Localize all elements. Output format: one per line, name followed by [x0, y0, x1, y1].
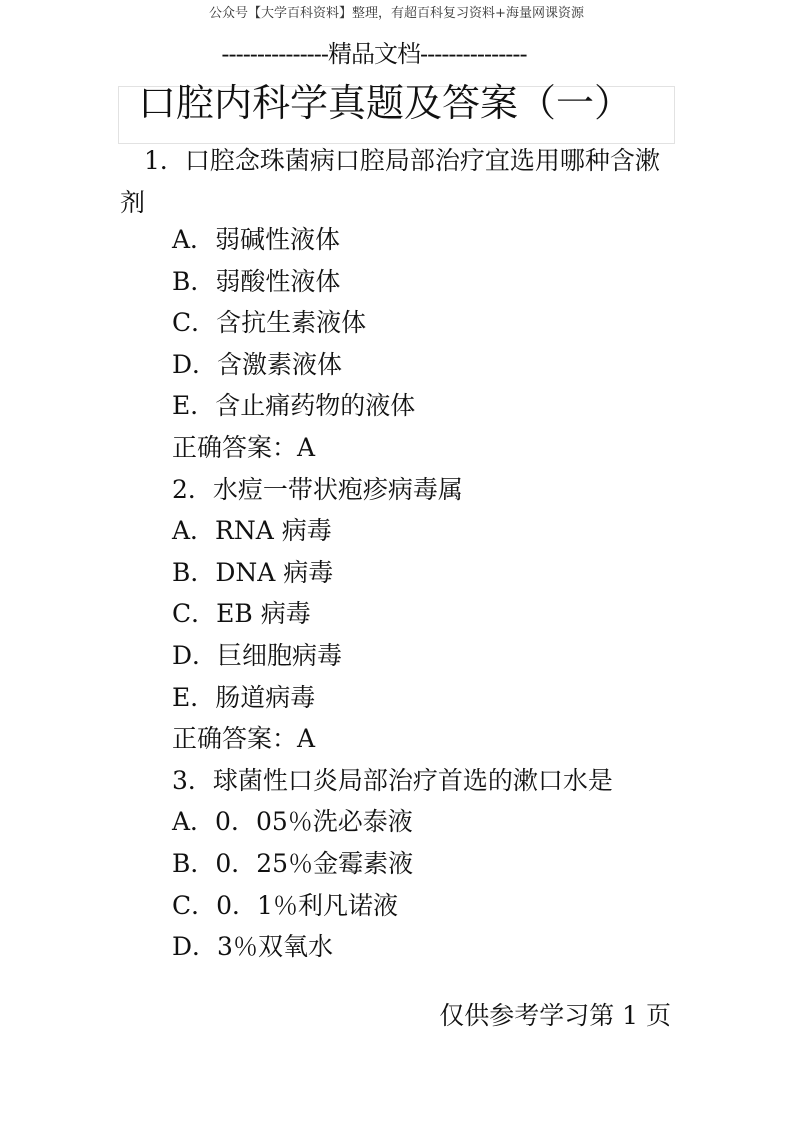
q1-option-d: D．含激素液体	[172, 349, 343, 379]
q1-option-a: A．弱碱性液体	[172, 225, 341, 254]
q1-answer: 正确答案：A	[172, 432, 316, 462]
question-2: 2．水痘一带状疱疹病毒属	[172, 474, 463, 504]
document-title: 口腔内科学真题及答案（一）	[138, 81, 633, 125]
q1-option-c: C．含抗生素液体	[172, 308, 367, 338]
document-banner: ---------------精品文档---------------	[221, 40, 527, 68]
q3-option-d: D．3％双氧水	[172, 932, 333, 962]
q2-option-d: D．巨细胞病毒	[172, 640, 343, 670]
q3-option-a: A．0．05％洗必泰液	[172, 807, 413, 837]
q2-option-c: C．EB 病毒	[172, 599, 311, 629]
q1-option-b: B．弱酸性液体	[172, 266, 341, 296]
header-note: 公众号【大学百科资料】整理，有超百科复习资料+海量网课资源	[209, 6, 584, 21]
q2-option-e: E．肠道病毒	[172, 682, 316, 712]
question-3: 3．球菌性口炎局部治疗首选的漱口水是	[172, 765, 613, 795]
q3-option-c: C．0．1％利凡诺液	[172, 890, 398, 920]
q3-option-b: B．0．25％金霉素液	[172, 848, 414, 878]
q2-option-b: B．DNA 病毒	[172, 557, 334, 587]
q1-option-e: E．含止痛药物的液体	[172, 391, 416, 421]
q2-answer: 正确答案：A	[172, 724, 316, 754]
q2-option-a: A．RNA 病毒	[172, 516, 332, 546]
question-lines	[172, 219, 692, 968]
page-footer: 仅供参考学习第 1 页	[439, 1001, 671, 1030]
question-1: 1．口腔念珠菌病口腔局部治疗宜选用哪种含漱剂	[120, 146, 660, 217]
